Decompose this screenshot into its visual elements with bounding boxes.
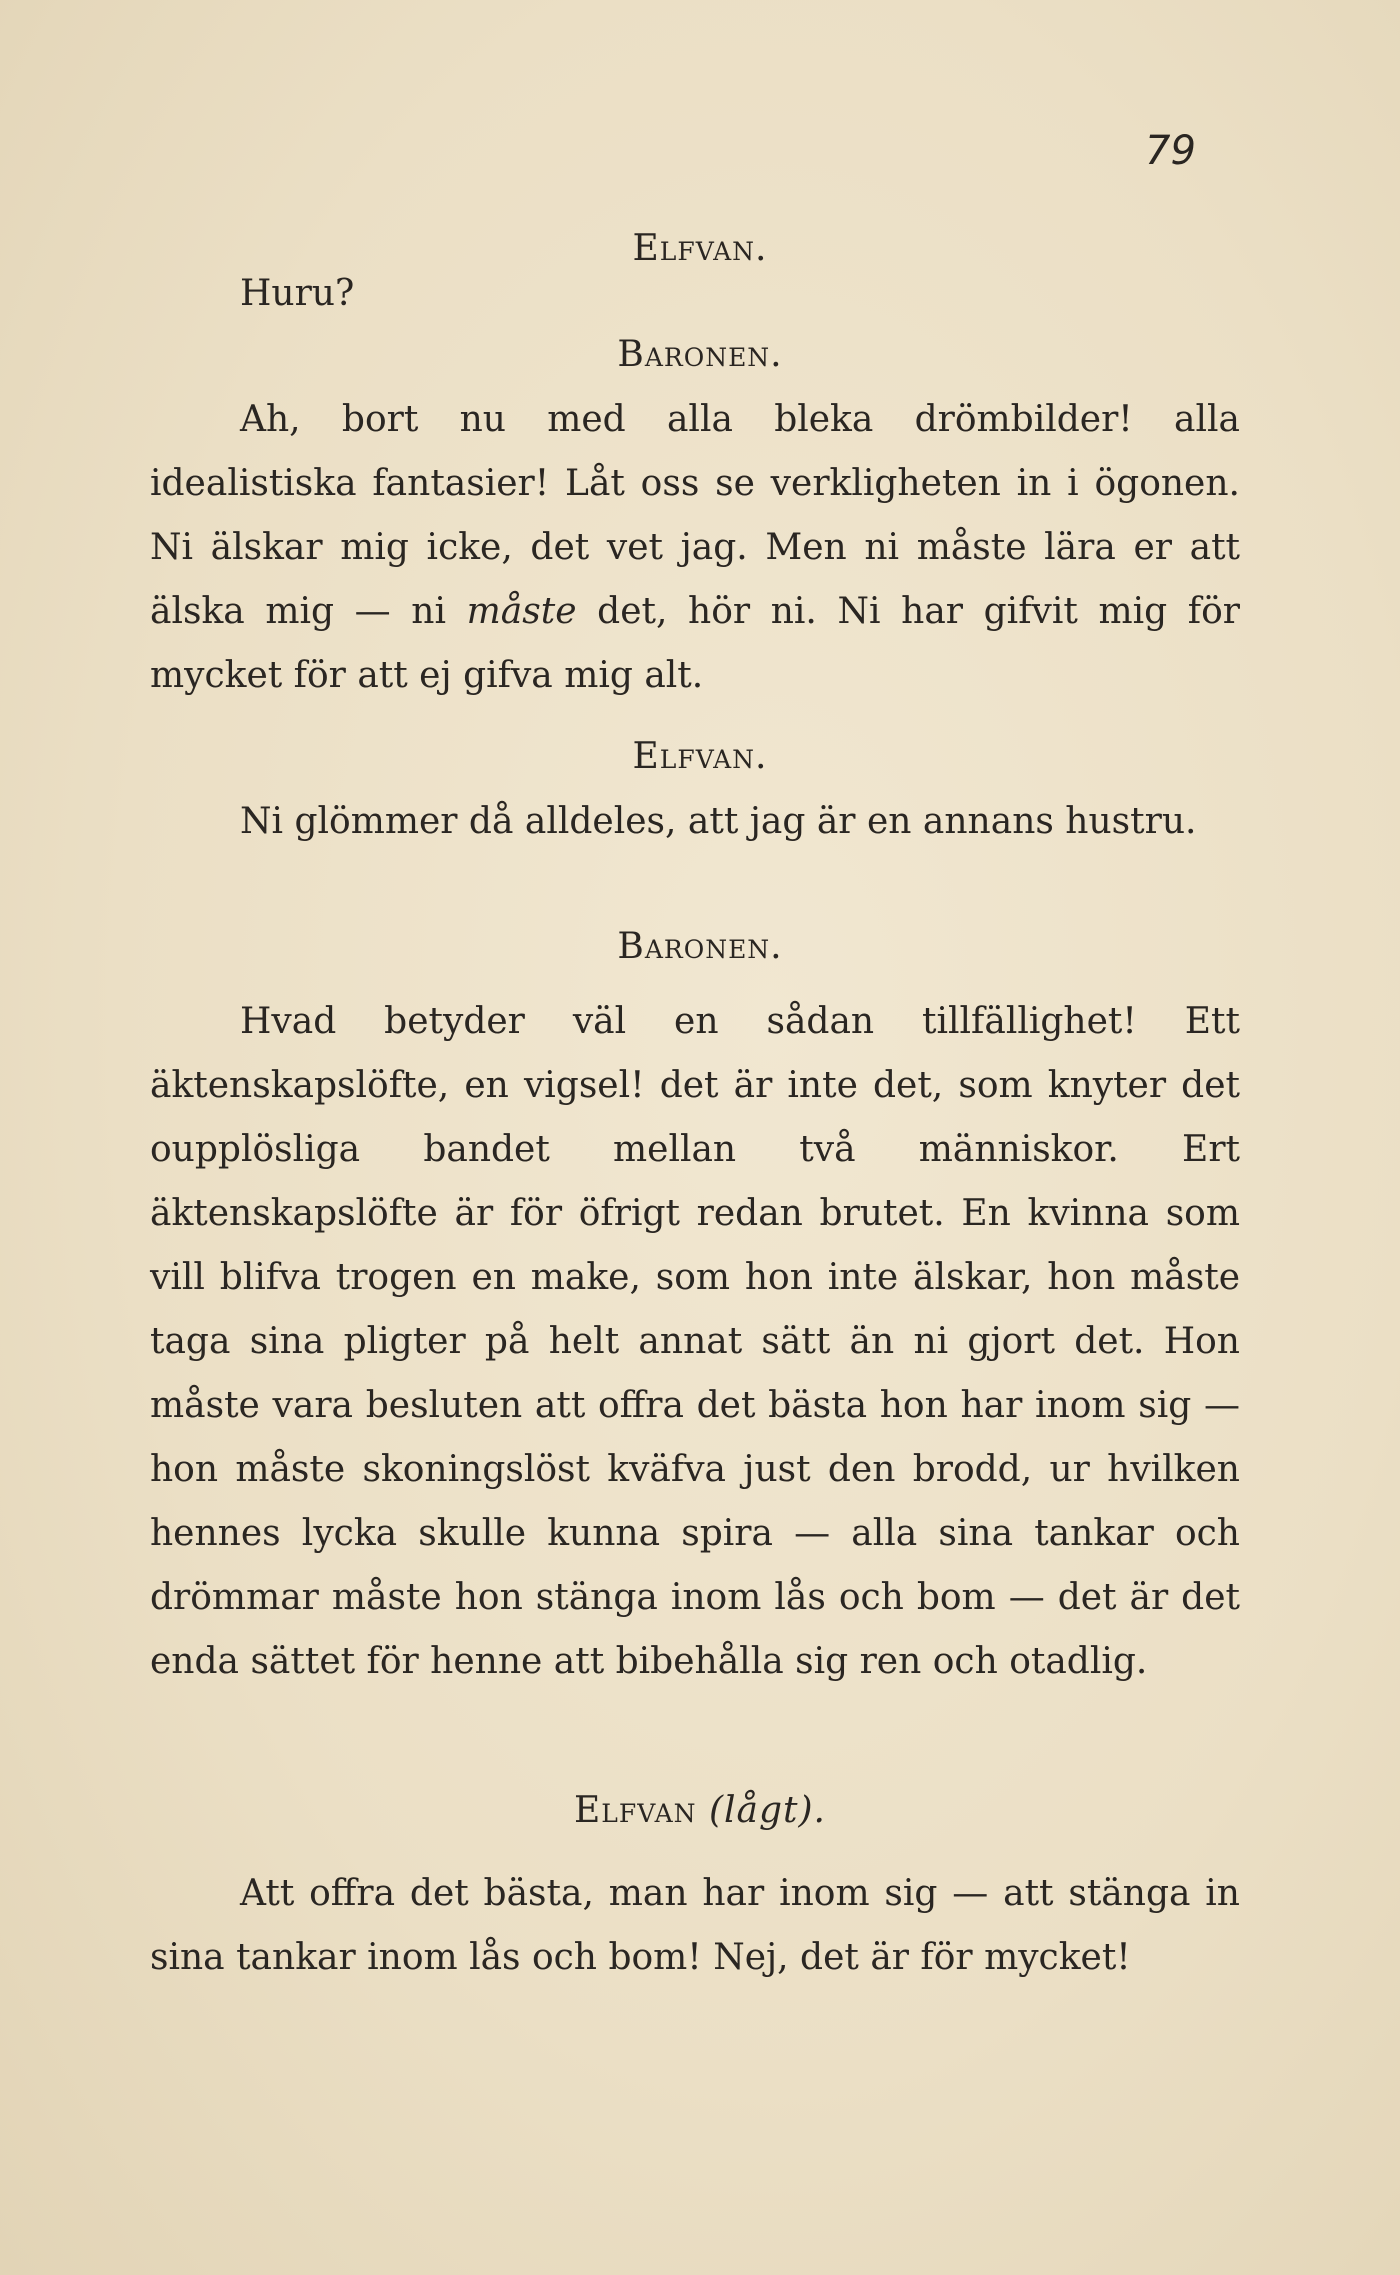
emphasis-text: måste (466, 591, 577, 632)
speaker-label: Elfvan. (632, 228, 768, 269)
stage-direction: (lågt). (708, 1790, 826, 1831)
speaker-label: Baronen. (617, 334, 783, 375)
speaker-name (0, 1790, 1400, 1831)
speaker-label: Elfvan (574, 1790, 697, 1831)
dialogue-text: Huru? (240, 273, 355, 314)
dialogue-text: Ni glömmer då alldeles, att jag är en annans hustru. (240, 801, 1197, 842)
speaker-name (0, 736, 1400, 777)
dialogue-paragraph (150, 388, 1240, 708)
dialogue-text: Att offra det bästa, man har inom sig — att stänga in sina tankar inom lås och bom! Nej, det är för mycket! (150, 1873, 1240, 1978)
dialogue-text: Hvad betyder väl en sådan tillfällighet! Ett äktenskapslöfte, en vigsel! det är inte det, som knyter det oupplösliga bandet mellan två människor. Ert äktenskapslöfte är för öfrigt redan brutet. En kvinna som vill blifva trogen en make, som hon inte älskar, hon måste taga sina pligter på helt annat sätt än ni gjort det. Hon måste vara besluten att offra det bästa hon har inom sig — hon måste skoningslöst kväfva just den brodd, ur hvilken hennes lycka skulle kunna spira — alla sina tankar och drömmar måste hon stänga inom lås och bom — det är det enda sättet för henne att bibehålla sig ren och otadlig. (150, 1001, 1240, 1682)
speaker-name (0, 334, 1400, 375)
speaker-label: Elfvan. (632, 736, 768, 777)
dialogue-line (150, 262, 1240, 326)
dialogue-paragraph (150, 990, 1240, 1694)
dialogue-paragraph (150, 1862, 1240, 1990)
speaker-label: Baronen. (617, 926, 783, 967)
page-number: 79 (1145, 128, 1196, 174)
dialogue-text: det, hör ni. Ni har gifvit mig för mycket för att ej gifva mig alt. (150, 591, 1240, 696)
dialogue-text: Ah, bort nu med alla bleka drömbilder! alla idealistiska fantasier! Låt oss se verkligheten in i ögonen. Ni älskar mig icke, det vet jag. Men ni måste lära er att älska mig — ni (150, 399, 1240, 632)
dialogue-paragraph (150, 790, 1240, 854)
speaker-name (0, 926, 1400, 967)
